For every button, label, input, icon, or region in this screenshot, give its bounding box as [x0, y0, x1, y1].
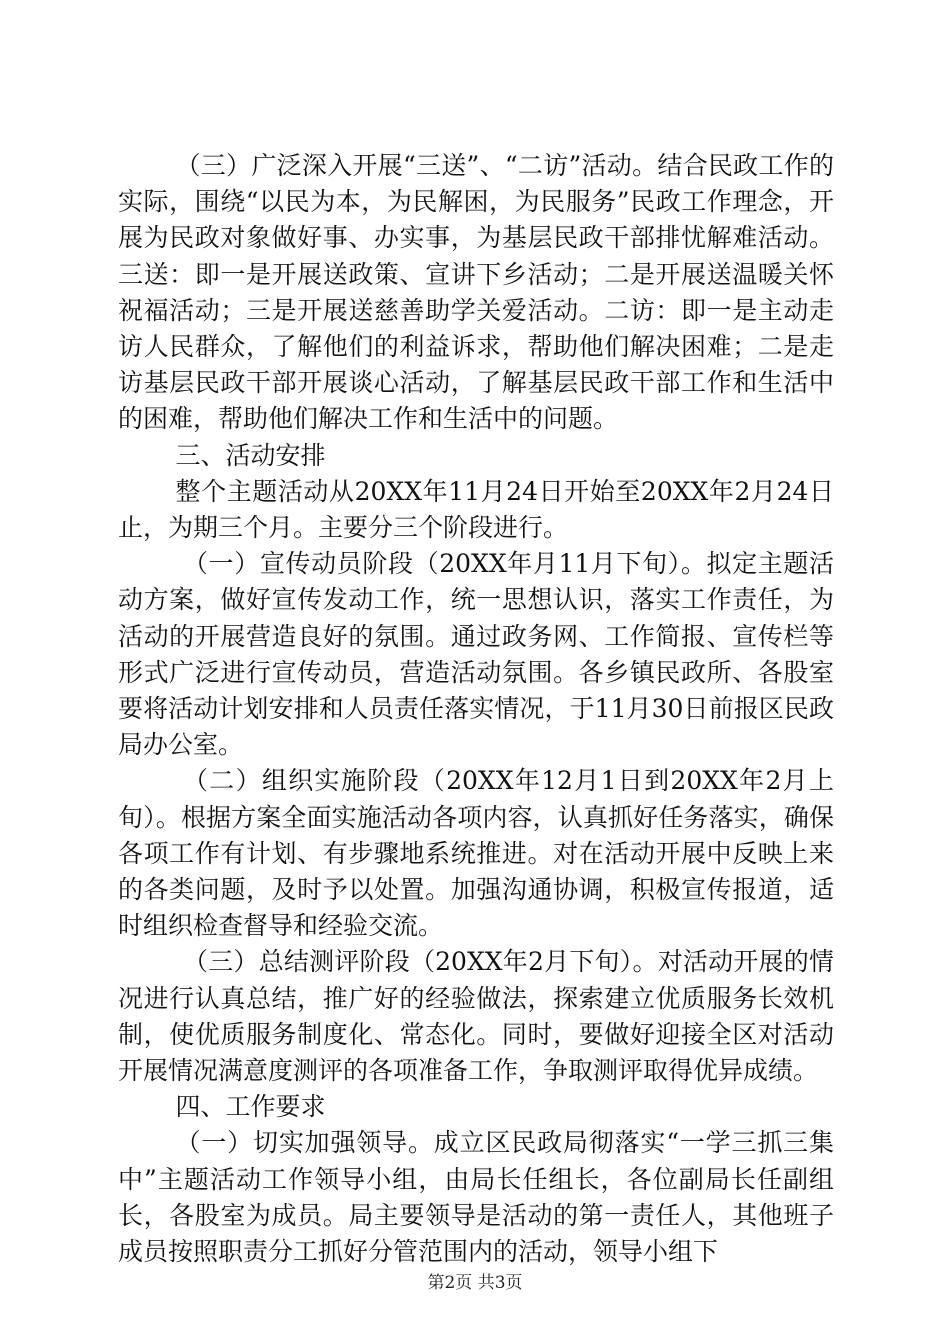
page-number-footer: 第2页 共3页	[427, 1273, 523, 1293]
document-body	[118, 148, 834, 1270]
heading-activity-schedule: 三、活动安排	[175, 440, 326, 470]
paragraph-three-sends-two-visits: （三）广泛深入开展“三送”、“二访”活动。结合民政工作的实际，围绕“以民为本，为民解困，为民服务”民政工作理念，开展为民政对象做好事、办实事，为基层民政干部排忧解难活动。三送：即一是开展送政策、宣讲下乡活动；二是开展送温暖关怀祝福活动；三是开展送慈善助学关爱活动。二访：即一是主动走访人民群众，了解他们的利益诉求，帮助他们解决困难；二是走访基层民政干部开展谈心活动，了解基层民政干部工作和生活中的困难，帮助他们解决工作和生活中的问题。	[118, 151, 834, 434]
paragraph-phase-publicity: （一）宣传动员阶段（20XX年月11月下旬）。拟定主题活动方案，做好宣传发动工作，统一思想认识，落实工作责任，为活动的开展营造良好的氛围。通过政务网、工作简报、宣传栏等形式广泛进行宣传动员，营造活动氛围。各乡镇民政所、各股室要将活动计划安排和人员责任落实情况，于11月30日前报区民政局办公室。	[118, 549, 834, 760]
heading-work-requirements: 四、工作要求	[175, 1092, 326, 1122]
paragraph-phase-implementation: （二）组织实施阶段（20XX年12月1日到20XX年2月上旬）。根据方案全面实施活动各项内容，认真抓好任务落实，确保各项工作有计划、有步骤地系统推进。对在活动开展中反映上来的各类问题，及时予以处置。加强沟通协调，积极宣传报道，适时组织检查督导和经验交流。	[118, 766, 834, 941]
paragraph-activity-period: 整个主题活动从20XX年11月24日开始至20XX年2月24日止，为期三个月。主要分三个阶段进行。	[118, 476, 834, 543]
paragraph-strengthen-leadership: （一）切实加强领导。成立区民政局彻落实“一学三抓三集中”主题活动工作领导小组，由局长任组长，各位副局长任副组长，各股室为成员。局主要领导是活动的第一责任人，其他班子成员按照职责分工抓好分管范围内的活动，领导小组下	[118, 1128, 834, 1267]
paragraph-phase-evaluation: （三）总结测评阶段（20XX年2月下旬）。对活动开展的情况进行认真总结，推广好的经验做法，探索建立优质服务长效机制，使优质服务制度化、常态化。同时，要做好迎接全区对活动开展情况满意度测评的各项准备工作，争取测评取得优异成绩。	[118, 947, 834, 1086]
